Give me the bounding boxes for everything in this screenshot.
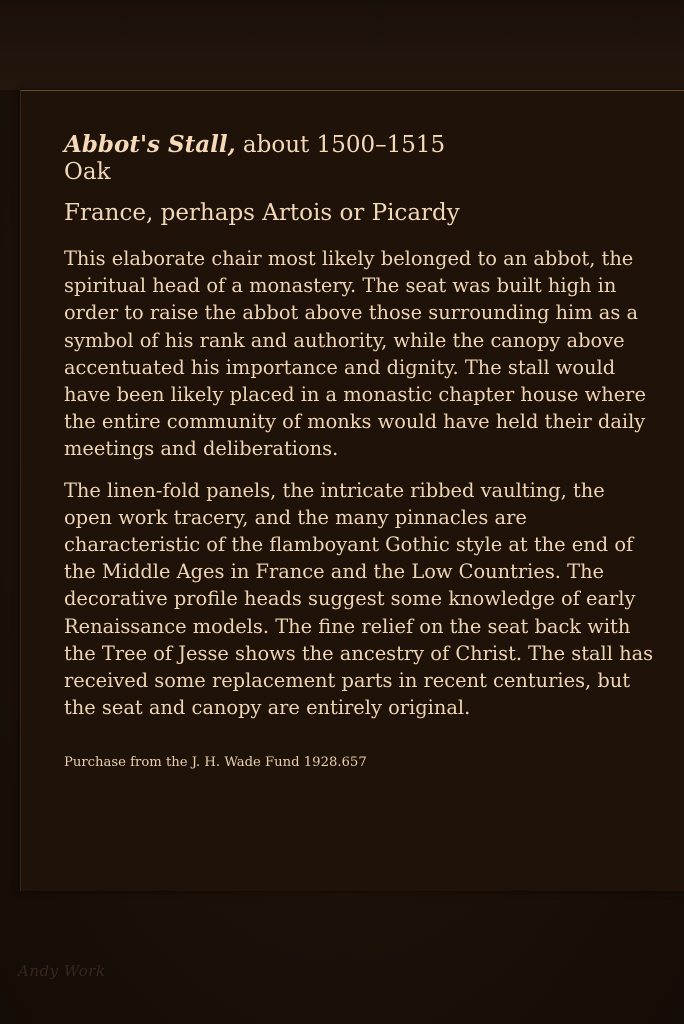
- wall-background: [0, 0, 684, 90]
- artwork-origin: France, perhaps Artois or Picardy: [64, 200, 460, 226]
- credit-line: Purchase from the J. H. Wade Fund 1928.657: [64, 755, 367, 771]
- photographer-watermark: Andy Work: [18, 962, 106, 980]
- artwork-title-line: [64, 131, 654, 159]
- description-paragraph-2: The linen-fold panels, the intricate ribbed vaulting, the open work tracery, and the many pinnacles are characteristic of the flamboyant Gothic style at the end of the Middle Ages in France and the Low Countries. The decorative profile heads suggest some knowledge of early Renaissance models. The fine relief on the seat back with the Tree of Jesse shows the ancestry of Christ. The stall has received some replacement parts in recent centuries, but the seat and canopy are entirely original.: [64, 478, 654, 720]
- artwork-title: Abbot's Stall,: [64, 131, 236, 158]
- placard-content: [64, 131, 654, 772]
- artwork-material: Oak: [64, 159, 111, 185]
- description-paragraph-1: This elaborate chair most likely belonged to an abbot, the spiritual head of a monastery. The seat was built high in order to raise the abbot above those surrounding him as a symbol of his rank and authority, while the canopy above accentuated his importance and dignity. The stall would have been likely placed in a monastic chapter house where the entire community of monks would have held their daily meetings and deliberations.: [64, 247, 646, 461]
- museum-placard: [20, 90, 684, 891]
- artwork-date: about 1500–1515: [235, 132, 446, 158]
